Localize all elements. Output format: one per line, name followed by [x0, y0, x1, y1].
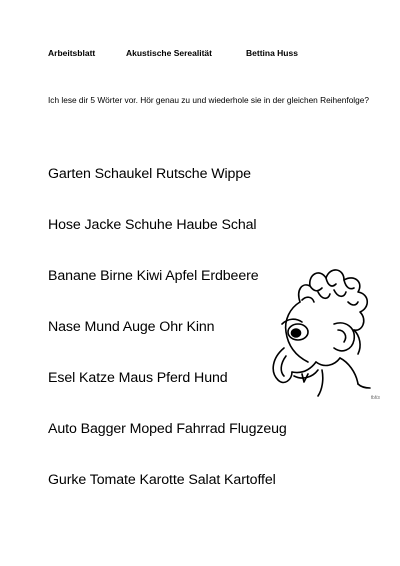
word-line-4: Nase Mund Auge Ohr Kinn: [48, 319, 215, 335]
word-line-1: Garten Schaukel Rutsche Wippe: [48, 166, 251, 182]
header-title: Arbeitsblatt: [48, 48, 96, 58]
cartoon-face-icon: [262, 262, 374, 402]
word-line-2: Hose Jacke Schuhe Haube Schal: [48, 217, 257, 233]
word-line-3: Banane Birne Kiwi Apfel Erdbeere: [48, 268, 259, 284]
header-author: Bettina Huss: [246, 48, 298, 58]
header-topic: Akustische Serealität: [126, 48, 212, 58]
instruction-text: Ich lese dir 5 Wörter vor. Hör genau zu und wiederhole sie in der gleichen Reihenfolge?: [48, 95, 369, 105]
word-line-5: Esel Katze Maus Pferd Hund: [48, 370, 228, 386]
word-line-6: Auto Bagger Moped Fahrrad Flugzeug: [48, 421, 287, 437]
illustration-signature: fbf/3: [371, 395, 380, 400]
word-line-7: Gurke Tomate Karotte Salat Kartoffel: [48, 472, 276, 488]
